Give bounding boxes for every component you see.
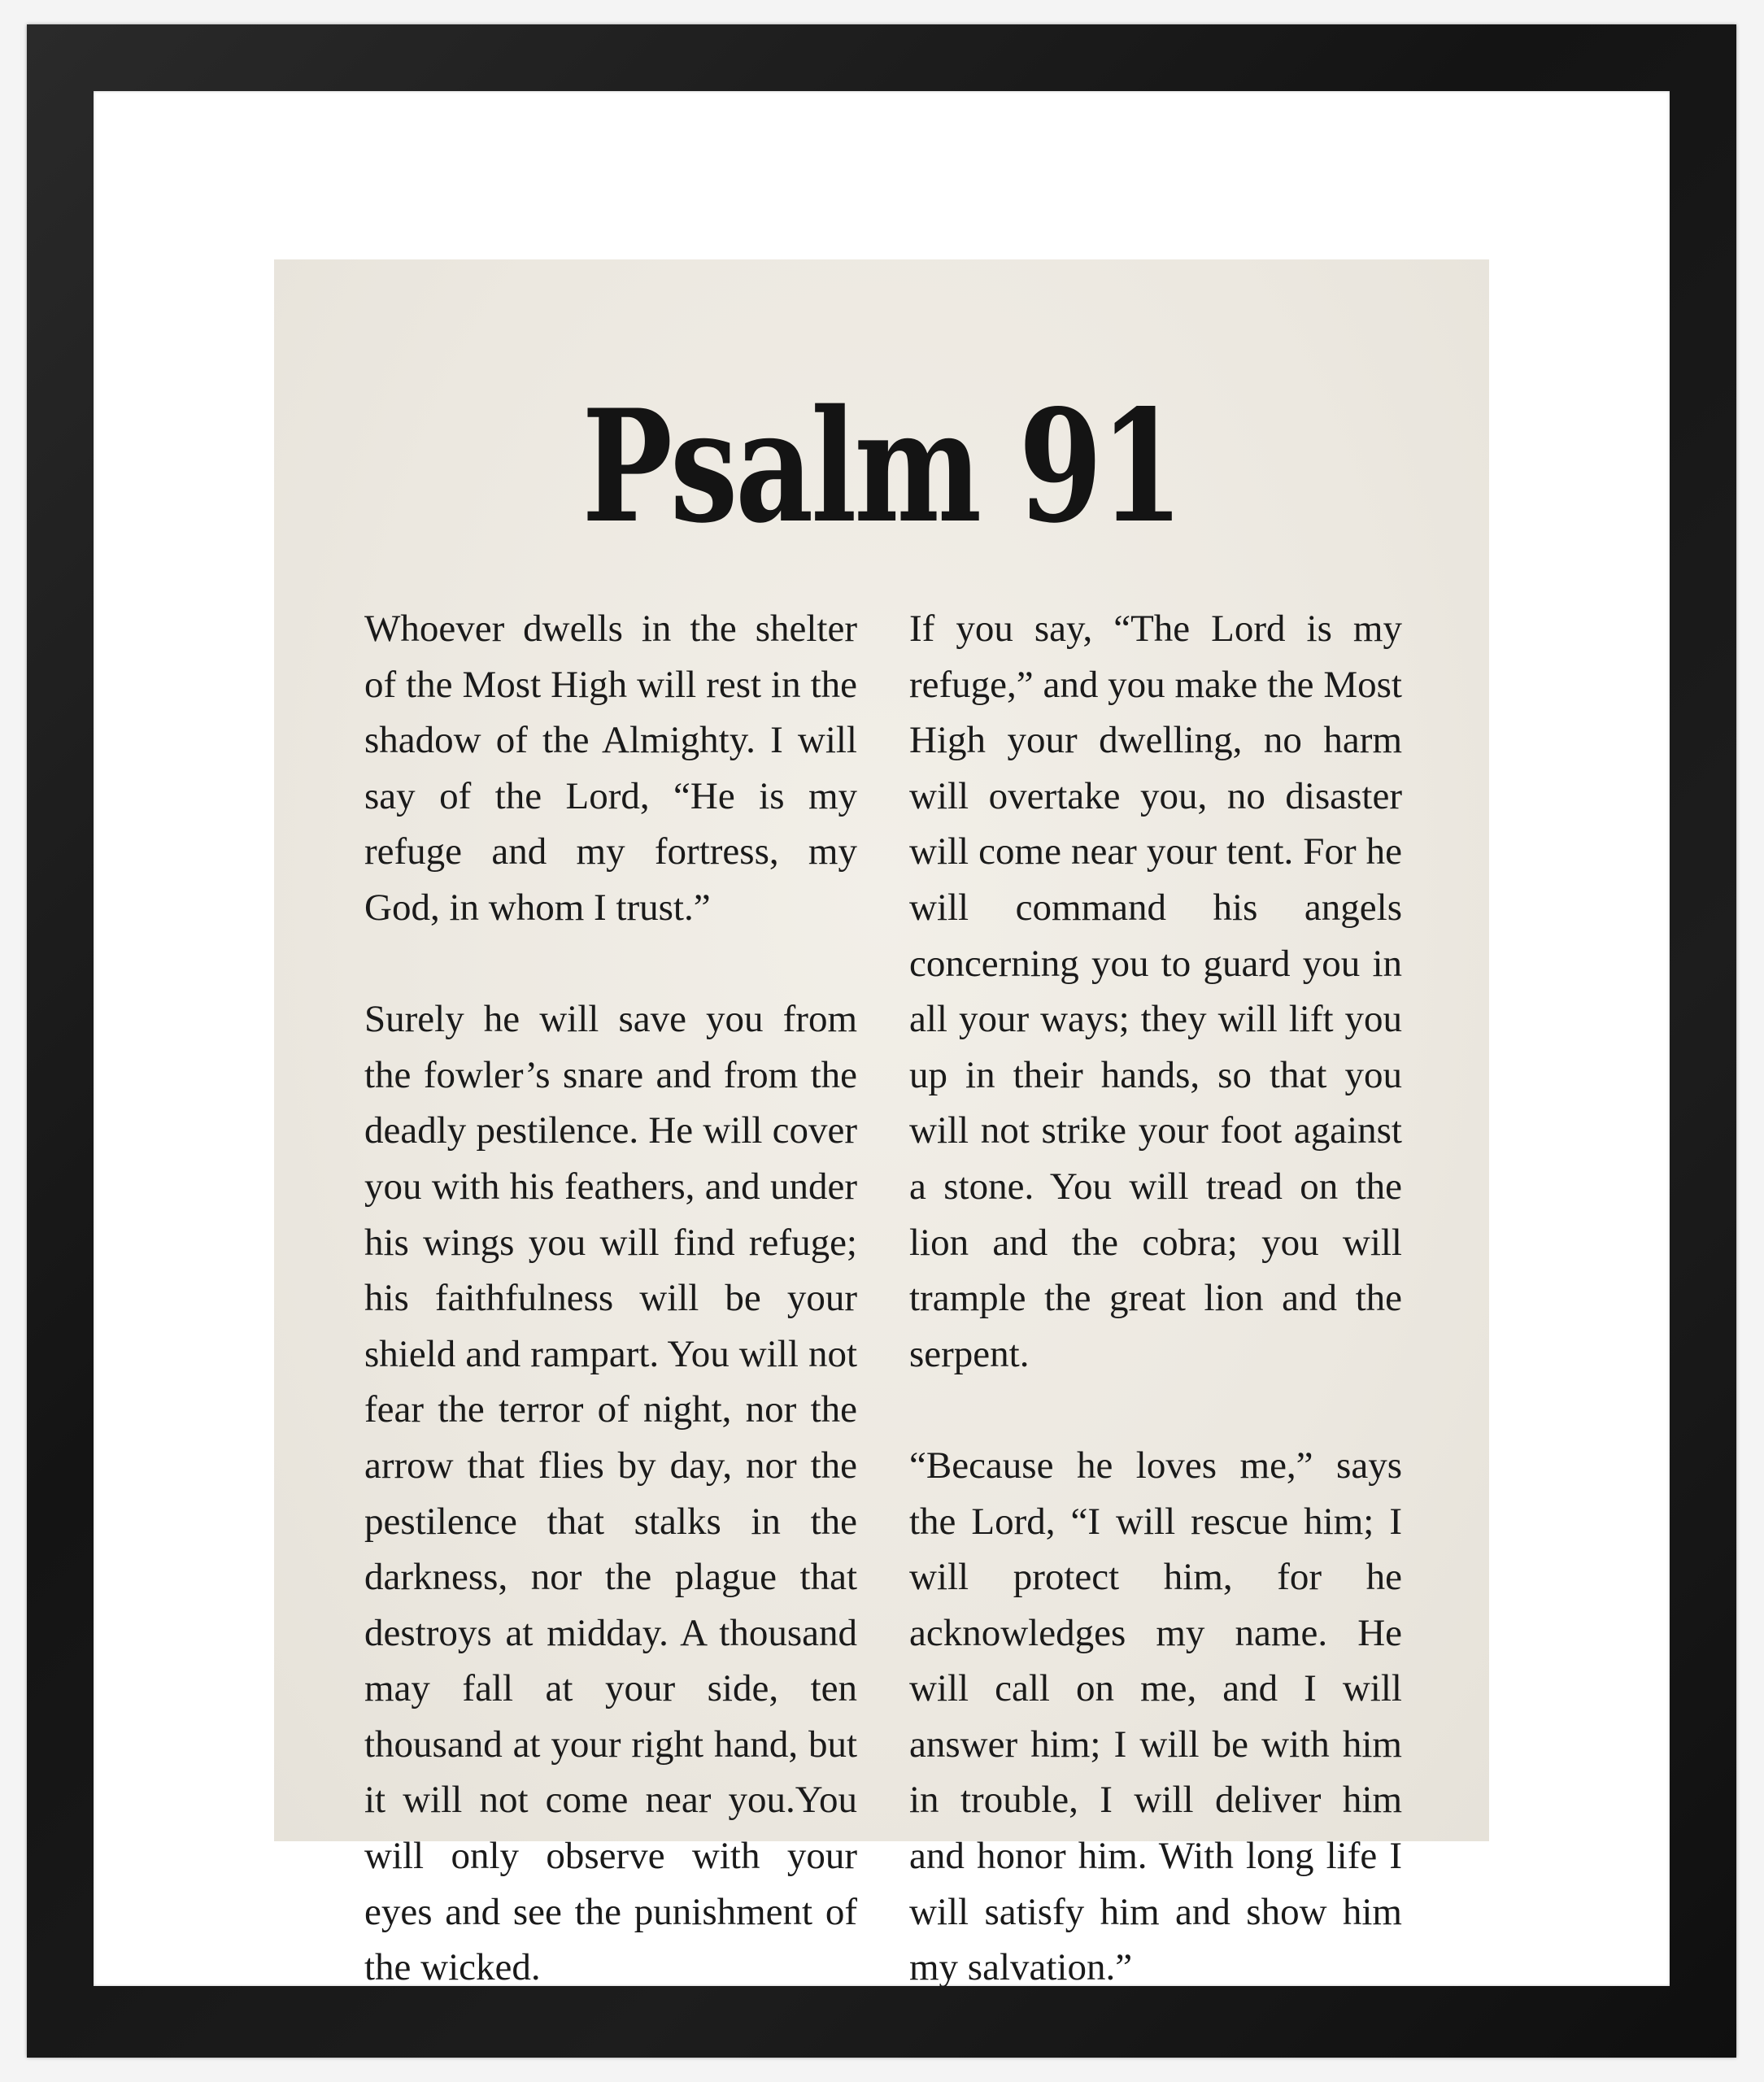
poster-title: Psalm 91 — [581, 376, 1182, 557]
right-paragraph-2: “Because he loves me,” says the Lord, “I will rescue him; I will protect him, for he acknowledges my name. He will call on me, and I will answer him; I will be with him in trouble, I will deliver him and honor him. With long life I will satisfy him and show him my salvation.” — [909, 1444, 1402, 1989]
right-paragraph-1: If you say, “The Lord is my refuge,” and you make the Most High your dwelling, no harm will overtake you, no disaster will come near your tent. For he will command his angels concerning you to guard you in all your ways; they will lift you up in their hands, so that you will not strike your foot against a stone. You will tread on the lion and the cobra; you will trample the great lion and the serpent. — [909, 608, 1402, 1375]
right-column — [909, 601, 1402, 1996]
picture-frame — [27, 24, 1736, 2058]
print-paper — [274, 259, 1489, 1989]
left-column — [364, 601, 857, 1996]
left-paragraph-2: Surely he will save you from the fowler’s snare and from the deadly pestilence. He will cover you with his feathers, and under his wings you will find refuge; his faithfulness will be your shield and rampart. You will not fear the terror of night, nor the arrow that flies by day, nor the pestilence that stalks in the darkness, nor the plague that destroys at midday. A thousand may fall at your side, ten thousand at your right hand, but it will not come near you.You will only observe with your eyes and see the punishment of the wicked. — [364, 998, 857, 1989]
left-paragraph-1: Whoever dwells in the shelter of the Most High will rest in the shadow of the Almighty. I will say of the Lord, “He is my refuge and my fortress, my God, in whom I trust.” — [364, 608, 857, 929]
mat-board — [94, 91, 1670, 1989]
